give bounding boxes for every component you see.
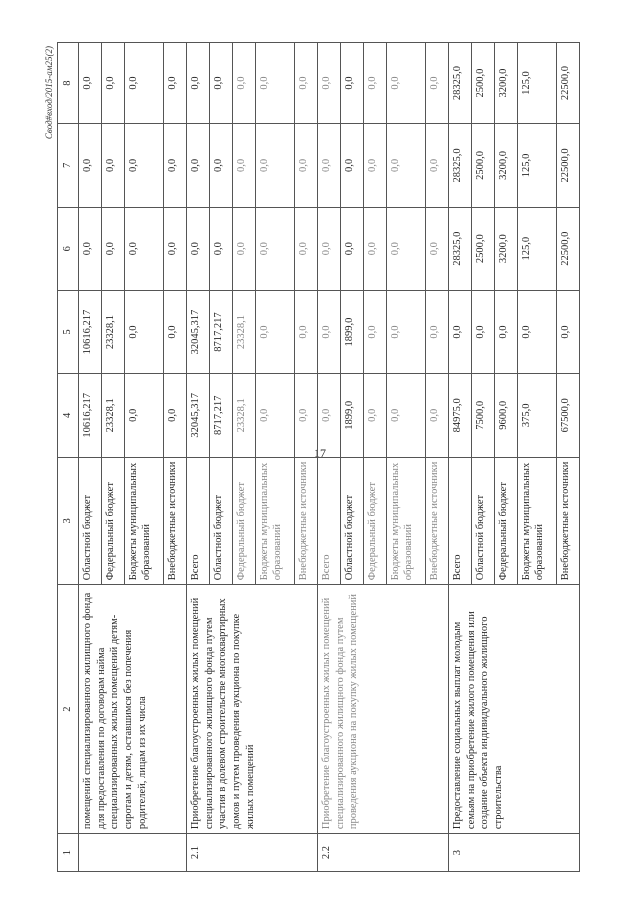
funding-value: 0,0 [124,207,164,290]
funding-value: 0,0 [386,207,426,290]
table-row [448,43,471,872]
funding-value: 1899,0 [340,290,363,373]
funding-value: 0,0 [295,374,318,457]
funding-value: 0,0 [79,43,102,124]
funding-value: 23328,1 [101,290,124,373]
row-description: Приобретение благоустроенных жилых помещений специализированного жилищного фонда путем проведения аукциона на покупку жилых помещений [318,585,449,834]
table-row [187,43,210,872]
column-header: 2 [58,585,79,834]
funding-value: 28325,0 [448,124,471,207]
header-row [58,43,79,872]
funding-value: 0,0 [164,290,187,373]
funding-value: 375,0 [517,374,557,457]
funding-value: 0,0 [318,207,341,290]
column-header: 4 [58,374,79,457]
funding-value: 0,0 [187,124,210,207]
funding-value: 28325,0 [448,207,471,290]
column-header: 1 [58,834,79,872]
table-row [318,43,341,872]
funding-value: 23328,1 [101,374,124,457]
funding-value: 0,0 [101,124,124,207]
funding-value: 23328,1 [232,374,255,457]
funding-value: 0,0 [124,374,164,457]
row-number: 2.1 [187,834,318,872]
funding-value: 0,0 [363,207,386,290]
funding-value: 0,0 [164,43,187,124]
funding-value: 28325,0 [448,43,471,124]
funding-source: Бюджеты муниципальных образований [255,457,295,585]
funding-value: 2500,0 [471,124,494,207]
funding-value: 32045,317 [187,290,210,373]
funding-value: 0,0 [124,290,164,373]
funding-value: 0,0 [79,207,102,290]
funding-value: 0,0 [318,290,341,373]
funding-value: 0,0 [494,290,517,373]
funding-value: 10616,217 [79,374,102,457]
funding-value: 0,0 [255,290,295,373]
funding-value: 0,0 [318,124,341,207]
funding-value: 0,0 [517,290,557,373]
funding-value: 0,0 [363,290,386,373]
row-description: Приобретение благоустроенных жилых помещений специализированного жилищного фонда путем участия в долевом строительстве многоквартирных домов и путем проведения аукциона по покупке жилых помещений [187,585,318,834]
funding-value: 0,0 [232,207,255,290]
funding-value: 0,0 [426,207,449,290]
funding-value: 0,0 [340,207,363,290]
funding-value: 0,0 [363,374,386,457]
funding-value: 10616,217 [79,290,102,373]
funding-value: 22500,0 [557,207,580,290]
document-stamp: Свод#вход/2015-ам25(2) [44,46,54,140]
funding-value: 125,0 [517,43,557,124]
funding-value: 0,0 [164,374,187,457]
column-header: 6 [58,207,79,290]
funding-value: 3200,0 [494,124,517,207]
funding-value: 0,0 [426,374,449,457]
funding-value: 0,0 [164,124,187,207]
funding-value: 8717,217 [209,374,232,457]
funding-value: 0,0 [426,43,449,124]
funding-source: Всего [448,457,471,585]
funding-source: Внебюджетные источники [557,457,580,585]
funding-value: 0,0 [124,43,164,124]
funding-value: 0,0 [471,290,494,373]
funding-source: Областной бюджет [79,457,102,585]
funding-value: 0,0 [318,43,341,124]
funding-source: Бюджеты муниципальных образований [124,457,164,585]
funding-value: 0,0 [426,124,449,207]
funding-value: 0,0 [448,290,471,373]
funding-value: 0,0 [187,43,210,124]
funding-source: Областной бюджет [340,457,363,585]
funding-value: 0,0 [318,374,341,457]
funding-source: Федеральный бюджет [101,457,124,585]
funding-value: 0,0 [426,290,449,373]
funding-value: 0,0 [209,207,232,290]
funding-value: 0,0 [363,43,386,124]
funding-value: 0,0 [255,207,295,290]
funding-value: 0,0 [255,43,295,124]
funding-value: 125,0 [517,124,557,207]
funding-value: 0,0 [340,124,363,207]
funding-value: 84975,0 [448,374,471,457]
funding-value: 2500,0 [471,43,494,124]
funding-value: 0,0 [340,43,363,124]
funding-value: 0,0 [295,207,318,290]
funding-value: 3200,0 [494,43,517,124]
funding-value: 0,0 [255,374,295,457]
funding-value: 0,0 [386,124,426,207]
row-number: 2.2 [318,834,449,872]
funding-source: Областной бюджет [209,457,232,585]
funding-value: 0,0 [386,290,426,373]
funding-value: 9600,0 [494,374,517,457]
funding-source: Бюджеты муниципальных образований [386,457,426,585]
funding-source: Внебюджетные источники [164,457,187,585]
row-number: 3 [448,834,579,872]
funding-source: Всего [187,457,210,585]
funding-source: Федеральный бюджет [363,457,386,585]
funding-value: 0,0 [232,124,255,207]
funding-source: Областной бюджет [471,457,494,585]
page-number: 17 [314,446,326,460]
table-row [79,43,102,872]
row-number [79,834,187,872]
row-description: помещений специализированного жилищного фонда для предоставления по договорам найма специализированных жилых помещений детям-сиротам и детям, оставшимся без попечения родителей, лицам из их числа [79,585,187,834]
funding-value: 0,0 [557,290,580,373]
funding-value: 0,0 [209,43,232,124]
funding-value: 0,0 [295,124,318,207]
funding-value: 7500,0 [471,374,494,457]
column-header: 8 [58,43,79,124]
funding-value: 32045,317 [187,374,210,457]
funding-value: 1899,0 [340,374,363,457]
funding-value: 22500,0 [557,43,580,124]
funding-value: 0,0 [79,124,102,207]
funding-value: 0,0 [101,43,124,124]
funding-source: Федеральный бюджет [232,457,255,585]
funding-source: Внебюджетные источники [295,457,318,585]
funding-value: 67500,0 [557,374,580,457]
row-description: Предоставление социальных выплат молодым семьям на приобретение жилого помещения или создание объекта индивидуального жилищного строительства [448,585,579,834]
funding-value: 0,0 [101,207,124,290]
funding-value: 0,0 [255,124,295,207]
funding-value: 0,0 [209,124,232,207]
funding-value: 0,0 [386,43,426,124]
funding-value: 0,0 [363,124,386,207]
funding-value: 0,0 [232,43,255,124]
funding-value: 3200,0 [494,207,517,290]
funding-value: 0,0 [187,207,210,290]
funding-value: 2500,0 [471,207,494,290]
funding-value: 125,0 [517,207,557,290]
funding-value: 0,0 [386,374,426,457]
column-header: 7 [58,124,79,207]
funding-value: 23328,1 [232,290,255,373]
rotated-table-container [44,42,580,872]
funding-value: 0,0 [124,124,164,207]
funding-source: Всего [318,457,341,585]
funding-value: 0,0 [295,43,318,124]
funding-source: Бюджеты муниципальных образований [517,457,557,585]
column-header: 5 [58,290,79,373]
funding-value: 22500,0 [557,124,580,207]
column-header: 3 [58,457,79,585]
funding-value: 0,0 [295,290,318,373]
funding-table [57,42,580,872]
funding-source: Внебюджетные источники [426,457,449,585]
table-body [79,43,580,872]
funding-value: 0,0 [164,207,187,290]
funding-value: 8717,217 [209,290,232,373]
funding-source: Федеральный бюджет [494,457,517,585]
